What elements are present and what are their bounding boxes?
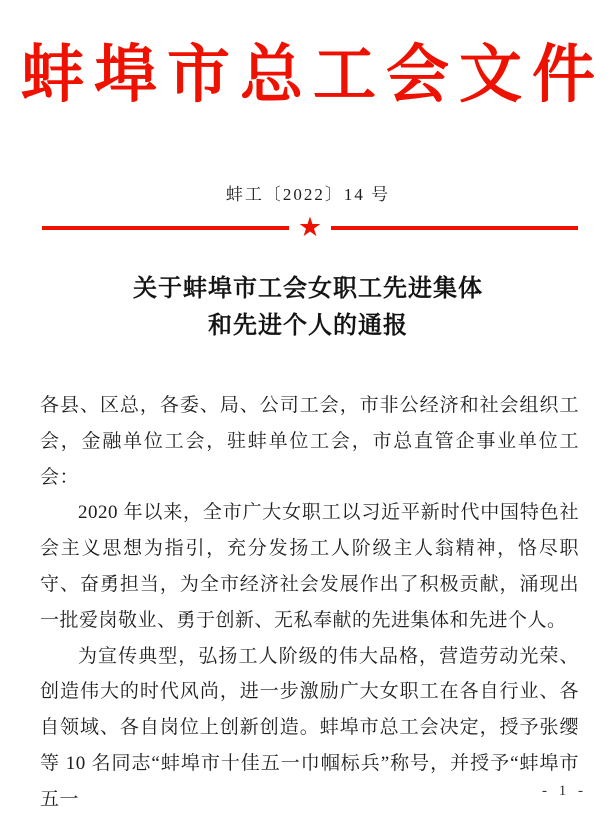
- paragraph-achievements: 2020 年以来，全市广大女职工以习近平新时代中国特色社会主义思想为指引，充分发扬工人阶级主人翁精神，恪尽职守、奋勇担当，为全市经济社会发展作出了积极贡献，涌现出一批爱岗敬业、勇于创新、无私奉献的先进集体和先进个人。: [40, 502, 579, 631]
- document-body: [40, 388, 579, 818]
- divider-line-right: [331, 226, 578, 230]
- page-number: - 1 -: [542, 783, 587, 799]
- divider-line-left: [42, 226, 289, 230]
- document-number: 蚌工〔2022〕14 号: [225, 185, 391, 204]
- header-divider: [42, 214, 578, 242]
- paragraph-recipients: 各县、区总，各委、局、公司工会，市非公经济和社会组织工会，金融单位工会，驻蚌单位工会，市总直管企事业单位工会：: [40, 395, 579, 488]
- document-title-line-1: 关于蚌埠市工会女职工先进集体: [133, 276, 483, 302]
- paragraph-decision: 为宣传典型，弘扬工人阶级的伟大品格，营造劳动光荣、创造伟大的时代风尚，进一步激励广大女职工在各自行业、各自领域、各自岗位上创新创造。蚌埠市总工会决定，授予张缨等 10 名同志“蚌埠市十佳五一巾帼标兵”称号，并授予“蚌埠市五一: [40, 645, 579, 810]
- document-title: [0, 271, 616, 345]
- document-title-line-2: 和先进个人的通报: [208, 313, 408, 339]
- document-header-title: 蚌埠市总工会文件: [21, 40, 605, 110]
- star-icon: ★: [297, 212, 323, 242]
